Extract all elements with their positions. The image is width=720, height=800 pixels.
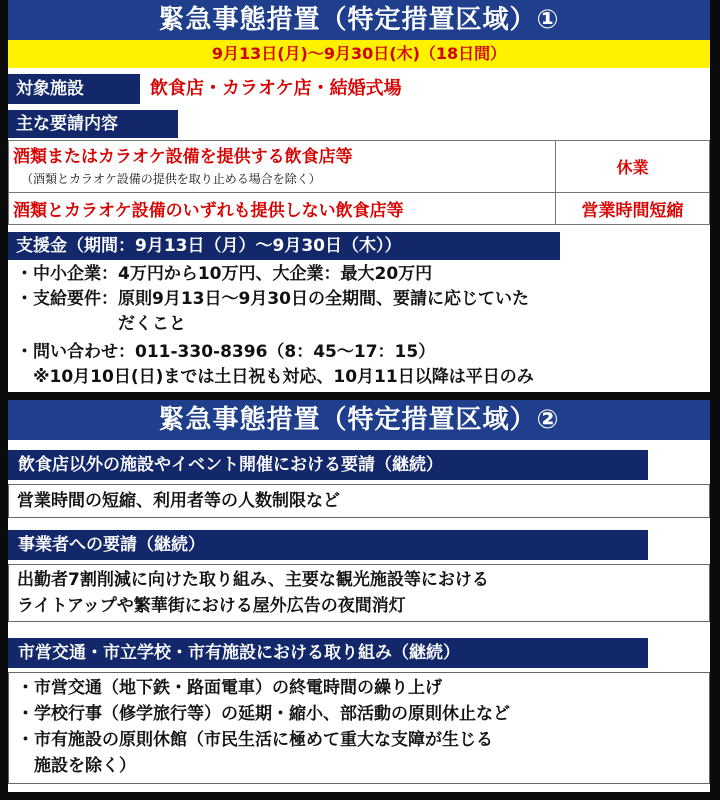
panel-2-title: 緊急事態措置（特定措置区域）②: [8, 400, 710, 440]
support-line: だくこと: [16, 314, 186, 334]
panel-1: [8, 0, 710, 392]
table-cell: [9, 141, 556, 193]
support-line: ・支給要件：原則9月13日〜9月30日の全期間、要請に応じていた: [16, 289, 529, 309]
requests-table: [8, 140, 710, 225]
panel-2: [8, 400, 710, 792]
row1-note: （酒類とカラオケ設備の提供を取り止める場合を除く）: [21, 171, 321, 186]
support-line: ・中小企業：4万円から10万円、大企業：最大20万円: [16, 264, 433, 284]
section-3-line: 施設を除く）: [17, 756, 136, 776]
section-2-line: ライトアップや繁華街における屋外広告の夜間消灯: [17, 596, 406, 616]
section-3-body: [8, 672, 710, 784]
row1-main: 酒類またはカラオケ設備を提供する飲食店等: [13, 146, 353, 167]
table-row: [9, 193, 710, 225]
section-1-body: 営業時間の短縮、利用者等の人数制限など: [8, 484, 710, 518]
row2-action: 営業時間短縮: [556, 193, 710, 225]
section-3-line: ・市営交通（地下鉄・路面電車）の終電時間の繰り上げ: [17, 678, 442, 698]
support-line: ※10月10日(日)までは土日祝も対応、10月11日以降は平日のみ: [16, 367, 534, 387]
section-2-header: 事業者への要請（継続）: [8, 530, 648, 560]
period-bar: 9月13日(月)〜9月30日(木)（18日間）: [8, 40, 710, 68]
support-label: 支援金（期間：9月13日（月）〜9月30日（木））: [8, 232, 560, 260]
row2-main: 酒類とカラオケ設備のいずれも提供しない飲食店等: [9, 193, 556, 225]
target-facility-value: 飲食店・カラオケ店・結婚式場: [150, 78, 402, 99]
panel-1-title: 緊急事態措置（特定措置区域）①: [8, 0, 710, 40]
table-row: [9, 141, 710, 193]
section-3-header: 市営交通・市立学校・市有施設における取り組み（継続）: [8, 638, 648, 668]
target-facility-label: 対象施設: [8, 74, 140, 104]
section-2-line: 出勤者7割削減に向けた取り組み、主要な観光施設等における: [17, 570, 489, 590]
section-2-body: [8, 564, 710, 622]
section-1-header: 飲食店以外の施設やイベント開催における要請（継続）: [8, 450, 648, 480]
support-line: ・問い合わせ：011-330-8396（8：45〜17：15）: [16, 342, 436, 362]
main-requests-label: 主な要請内容: [8, 110, 178, 138]
row1-action: 休業: [556, 141, 710, 193]
section-3-line: ・学校行事（修学旅行等）の延期・縮小、部活動の原則休止など: [17, 704, 510, 724]
section-3-line: ・市有施設の原則休館（市民生活に極めて重大な支障が生じる: [17, 730, 493, 750]
